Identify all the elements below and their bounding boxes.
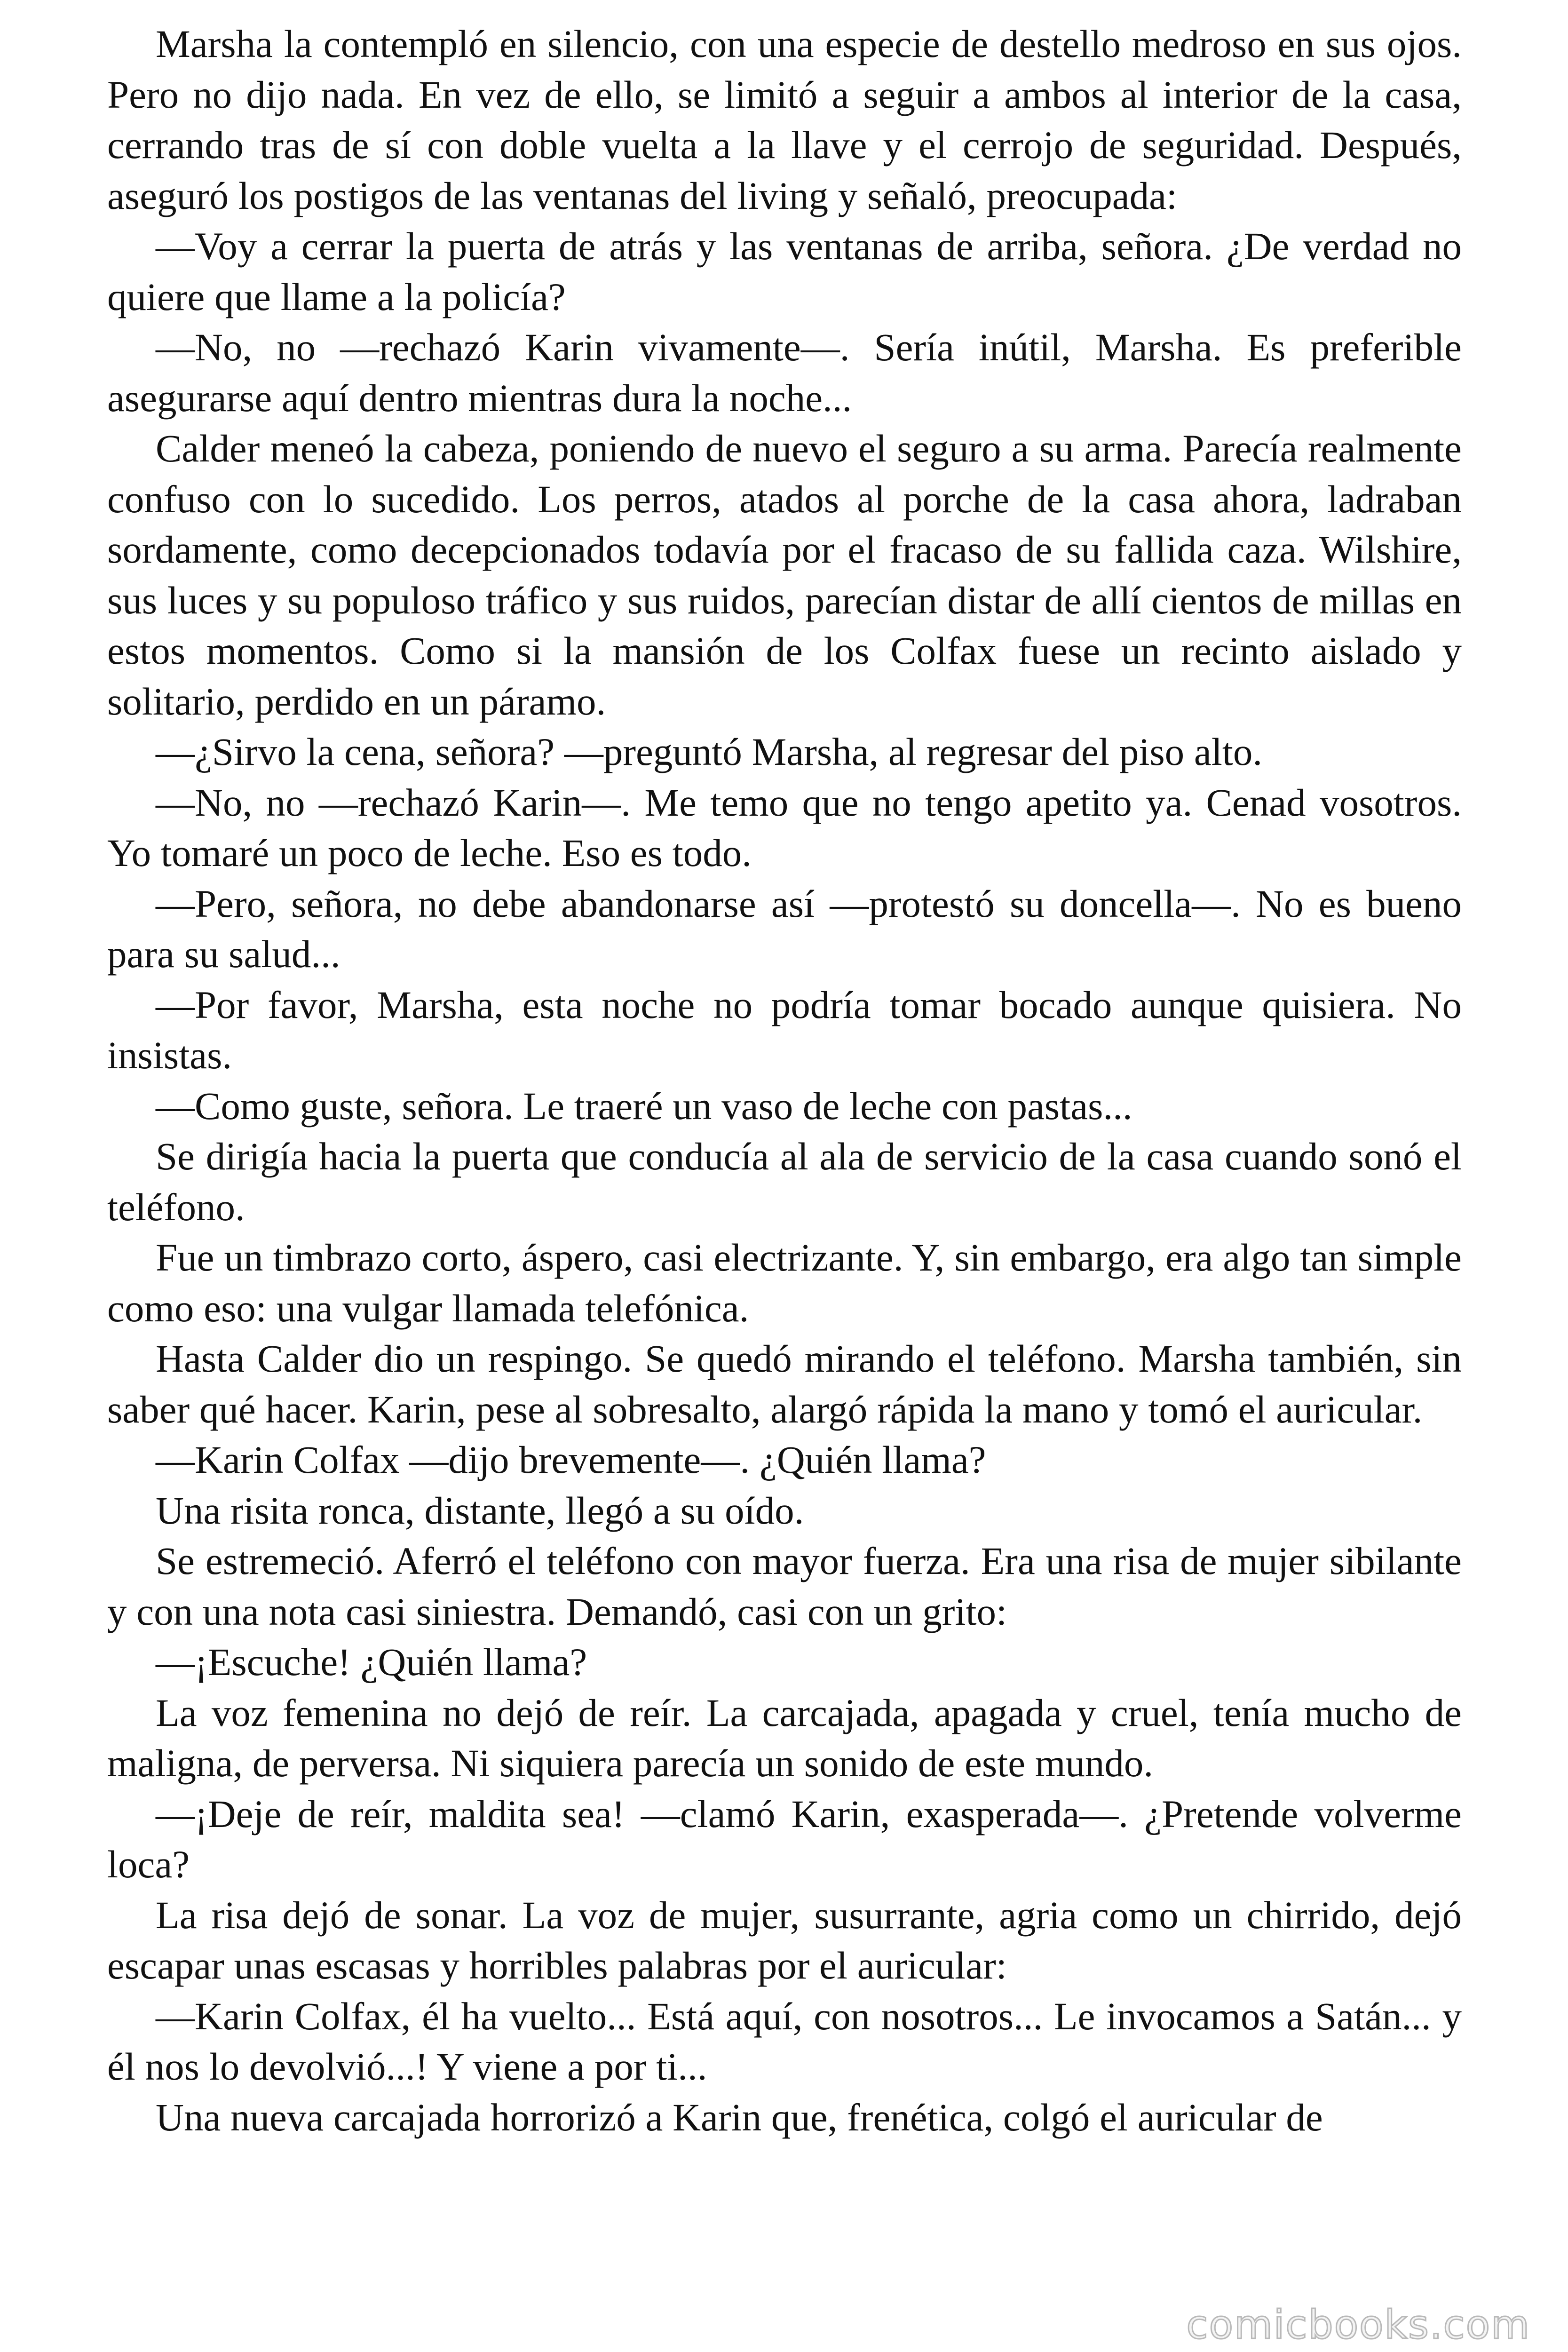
paragraph-9: —Como guste, señora. Le traeré un vaso de leche con pastas... bbox=[156, 1084, 1132, 1128]
paragraph-13: —Karin Colfax —dijo brevemente—. ¿Quién llama? bbox=[156, 1438, 986, 1481]
paragraph-12: Hasta Calder dio un respingo. Se quedó mirando el teléfono. Marsha también, sin saber qué hacer. Karin, pese al sobresalto, alargó rápida la mano y tomó el auricular. bbox=[107, 1337, 1462, 1431]
paragraph-5: —¿Sirvo la cena, señora? —preguntó Marsha, al regresar del piso alto. bbox=[156, 730, 1263, 773]
paragraph-2: —Voy a cerrar la puerta de atrás y las ventanas de arriba, señora. ¿De verdad no quiere que llame a la policía? bbox=[107, 224, 1462, 318]
paragraph-11: Fue un timbrazo corto, áspero, casi electrizante. Y, sin embargo, era algo tan simple como eso: una vulgar llamada telefónica. bbox=[107, 1236, 1462, 1330]
book-page-text bbox=[107, 19, 1462, 2143]
paragraph-6: —No, no —rechazó Karin—. Me temo que no tengo apetito ya. Cenad vosotros. Yo tomaré un poco de leche. Eso es todo. bbox=[107, 780, 1462, 874]
paragraph-14: Una risita ronca, distante, llegó a su oído. bbox=[156, 1488, 804, 1532]
paragraph-15: Se estremeció. Aferró el teléfono con mayor fuerza. Era una risa de mujer sibilante y con una nota casi siniestra. Demandó, casi con un grito: bbox=[107, 1539, 1462, 1633]
watermark-logo: comicbooks.com bbox=[1186, 2302, 1530, 2348]
paragraph-17: La voz femenina no dejó de reír. La carcajada, apagada y cruel, tenía mucho de maligna, de perversa. Ni siquiera parecía un sonido de este mundo. bbox=[107, 1691, 1462, 1785]
paragraph-7: —Pero, señora, no debe abandonarse así —protestó su doncella—. No es bueno para su salud... bbox=[107, 882, 1462, 976]
paragraph-21: Una nueva carcajada horrorizó a Karin que, frenética, colgó el auricular de bbox=[156, 2095, 1323, 2139]
paragraph-18: —¡Deje de reír, maldita sea! —clamó Karin, exasperada—. ¿Pretende volverme loca? bbox=[107, 1792, 1462, 1886]
paragraph-8: —Por favor, Marsha, esta noche no podría tomar bocado aunque quisiera. No insistas. bbox=[107, 983, 1462, 1077]
paragraph-20: —Karin Colfax, él ha vuelto... Está aquí, con nosotros... Le invocamos a Satán... y él nos lo devolvió...! Y viene a por ti... bbox=[107, 1994, 1462, 2088]
paragraph-10: Se dirigía hacia la puerta que conducía al ala de servicio de la casa cuando sonó el teléfono. bbox=[107, 1135, 1462, 1229]
paragraph-16: —¡Escuche! ¿Quién llama? bbox=[156, 1640, 587, 1684]
paragraph-3: —No, no —rechazó Karin vivamente—. Sería inútil, Marsha. Es preferible asegurarse aquí dentro mientras dura la noche... bbox=[107, 326, 1462, 420]
paragraph-1: Marsha la contempló en silencio, con una especie de destello medroso en sus ojos. Pero no dijo nada. En vez de ello, se limitó a seguir a ambos al interior de la casa, cerrando tras de sí con doble vuelta a la llave y el cerrojo de seguridad. Después, aseguró los postigos de las ventanas del living y señaló, preocupada: bbox=[107, 22, 1462, 217]
paragraph-19: La risa dejó de sonar. La voz de mujer, susurrante, agria como un chirrido, dejó escapar unas escasas y horribles palabras por el auricular: bbox=[107, 1893, 1462, 1987]
paragraph-4: Calder meneó la cabeza, poniendo de nuevo el seguro a su arma. Parecía realmente confuso con lo sucedido. Los perros, atados al porche de la casa ahora, ladraban sordamente, como decepcionados todavía por el fracaso de su fallida caza. Wilshire, sus luces y su populoso tráfico y sus ruidos, parecían distar de allí cientos de millas en estos momentos. Como si la mansión de los Colfax fuese un recinto aislado y solitario, perdido en un páramo. bbox=[107, 427, 1462, 723]
